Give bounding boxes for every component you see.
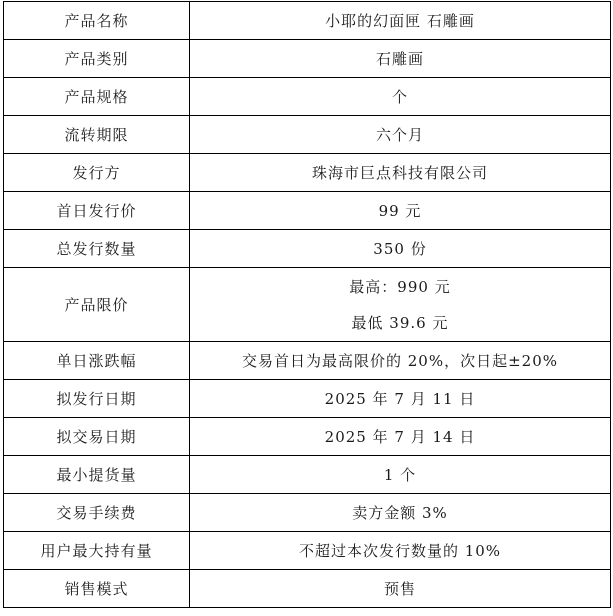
price-limit-low: 最低 39.6 元 [351, 313, 449, 332]
row-value: 预售 [190, 570, 611, 608]
price-limit-high: 最高：990 元 [349, 277, 451, 296]
row-value: 1 个 [190, 456, 611, 494]
table-row-issuer [4, 154, 611, 192]
table-row-circulation-period [4, 116, 611, 154]
row-value: 不超过本次发行数量的 10% [190, 532, 611, 570]
row-value-price-limit [190, 268, 611, 342]
row-label: 首日发行价 [4, 192, 190, 230]
row-value: 350 份 [190, 230, 611, 268]
table-row-daily-change-limit [4, 342, 611, 380]
row-label: 销售模式 [4, 570, 190, 608]
row-label: 用户最大持有量 [4, 532, 190, 570]
row-label: 发行方 [4, 154, 190, 192]
row-label: 产品规格 [4, 78, 190, 116]
product-spec-table [3, 1, 611, 608]
table-row-product-category [4, 40, 611, 78]
table-row-product-spec [4, 78, 611, 116]
table-row-sales-mode [4, 570, 611, 608]
table-row-price-limit [4, 268, 611, 342]
row-value: 2025 年 7 月 14 日 [190, 418, 611, 456]
row-value: 交易首日为最高限价的 20%，次日起±20% [190, 342, 611, 380]
row-label: 产品类别 [4, 40, 190, 78]
table-row-planned-trading-date [4, 418, 611, 456]
table-row-planned-issue-date [4, 380, 611, 418]
row-value: 个 [190, 78, 611, 116]
row-label: 拟交易日期 [4, 418, 190, 456]
table-row-max-user-holding [4, 532, 611, 570]
row-label: 拟发行日期 [4, 380, 190, 418]
row-label: 产品名称 [4, 2, 190, 40]
row-label: 最小提货量 [4, 456, 190, 494]
table-row-first-day-price [4, 192, 611, 230]
row-label: 总发行数量 [4, 230, 190, 268]
row-value: 卖方金额 3% [190, 494, 611, 532]
row-value: 石雕画 [190, 40, 611, 78]
row-label: 流转期限 [4, 116, 190, 154]
table-row-total-issue-quantity [4, 230, 611, 268]
table-row-product-name [4, 2, 611, 40]
row-label: 产品限价 [4, 268, 190, 342]
table-row-min-pickup-quantity [4, 456, 611, 494]
row-label: 单日涨跌幅 [4, 342, 190, 380]
row-value: 99 元 [190, 192, 611, 230]
row-value: 珠海市巨点科技有限公司 [190, 154, 611, 192]
row-label: 交易手续费 [4, 494, 190, 532]
row-value: 小耶的幻面匣 石雕画 [190, 2, 611, 40]
row-value: 2025 年 7 月 11 日 [190, 380, 611, 418]
row-value: 六个月 [190, 116, 611, 154]
table-row-trading-fee [4, 494, 611, 532]
